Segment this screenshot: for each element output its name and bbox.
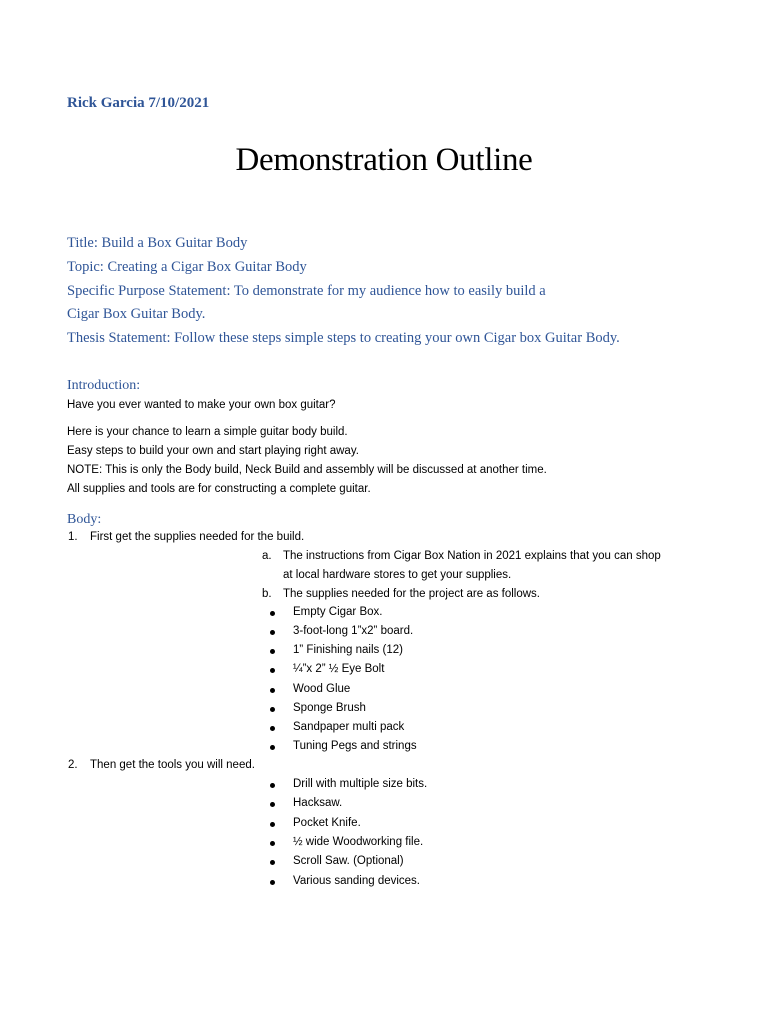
sub-a-line-1: The instructions from Cigar Box Nation in 2021 explains that you can shop — [283, 550, 661, 562]
topic-line: Topic: Creating a Cigar Box Guitar Body — [67, 259, 307, 275]
step-1-number: 1. — [68, 531, 78, 543]
tool-item: Pocket Knife. — [293, 817, 361, 829]
bullet-icon — [270, 668, 275, 673]
tool-item: Various sanding devices. — [293, 875, 420, 887]
bullet-icon — [270, 630, 275, 635]
supply-item: 3-foot-long 1”x2” board. — [293, 625, 414, 637]
author-date: Rick Garcia 7/10/2021 — [67, 95, 210, 111]
sub-a-line-2: at local hardware stores to get your supplies. — [283, 569, 512, 581]
bullet-icon — [270, 707, 275, 712]
intro-note: NOTE: This is only the Body build, Neck Build and assembly will be discussed at another time. — [67, 464, 547, 476]
intro-line: Here is your chance to learn a simple guitar body build. — [67, 426, 348, 438]
bullet-icon — [270, 802, 275, 807]
bullet-icon — [270, 745, 275, 750]
introduction-heading: Introduction: — [67, 378, 141, 393]
bullet-icon — [270, 688, 275, 693]
supply-item: Empty Cigar Box. — [293, 606, 383, 618]
step-2-text: Then get the tools you will need. — [90, 759, 255, 771]
supply-item: Sandpaper multi pack — [293, 721, 405, 733]
supply-item: Tuning Pegs and strings — [293, 740, 417, 752]
step-2-number: 2. — [68, 759, 78, 771]
bullet-icon — [270, 649, 275, 654]
sub-a-letter: a. — [262, 550, 272, 562]
tool-item: Drill with multiple size bits. — [293, 778, 428, 790]
bullet-icon — [270, 822, 275, 827]
title-line: Title: Build a Box Guitar Body — [67, 235, 248, 251]
sub-b-letter: b. — [262, 588, 272, 600]
purpose-line-2: Cigar Box Guitar Body. — [67, 306, 206, 322]
intro-line: All supplies and tools are for constructing a complete guitar. — [67, 483, 371, 495]
tool-item: ½ wide Woodworking file. — [293, 836, 424, 848]
supply-item: ¼”x 2” ½ Eye Bolt — [293, 663, 385, 675]
bullet-icon — [270, 611, 275, 616]
thesis-line: Thesis Statement: Follow these steps simple steps to creating your own Cigar box Guitar Body. — [67, 330, 620, 346]
bullet-icon — [270, 880, 275, 885]
intro-line: Easy steps to build your own and start playing right away. — [67, 445, 359, 457]
supply-item: Wood Glue — [293, 683, 351, 695]
supply-item: 1” Finishing nails (12) — [293, 644, 403, 656]
body-heading: Body: — [67, 512, 102, 527]
bullet-icon — [270, 726, 275, 731]
document-title: Demonstration Outline — [235, 142, 533, 178]
tool-item: Hacksaw. — [293, 797, 343, 809]
bullet-icon — [270, 783, 275, 788]
purpose-line-1: Specific Purpose Statement: To demonstrate for my audience how to easily build a — [67, 283, 546, 299]
sub-b-text: The supplies needed for the project are as follows. — [283, 588, 540, 600]
step-1-text: First get the supplies needed for the build. — [90, 531, 305, 543]
tool-item: Scroll Saw. (Optional) — [293, 855, 404, 867]
bullet-icon — [270, 841, 275, 846]
bullet-icon — [270, 860, 275, 865]
supply-item: Sponge Brush — [293, 702, 366, 714]
intro-question: Have you ever wanted to make your own box guitar? — [67, 399, 336, 411]
